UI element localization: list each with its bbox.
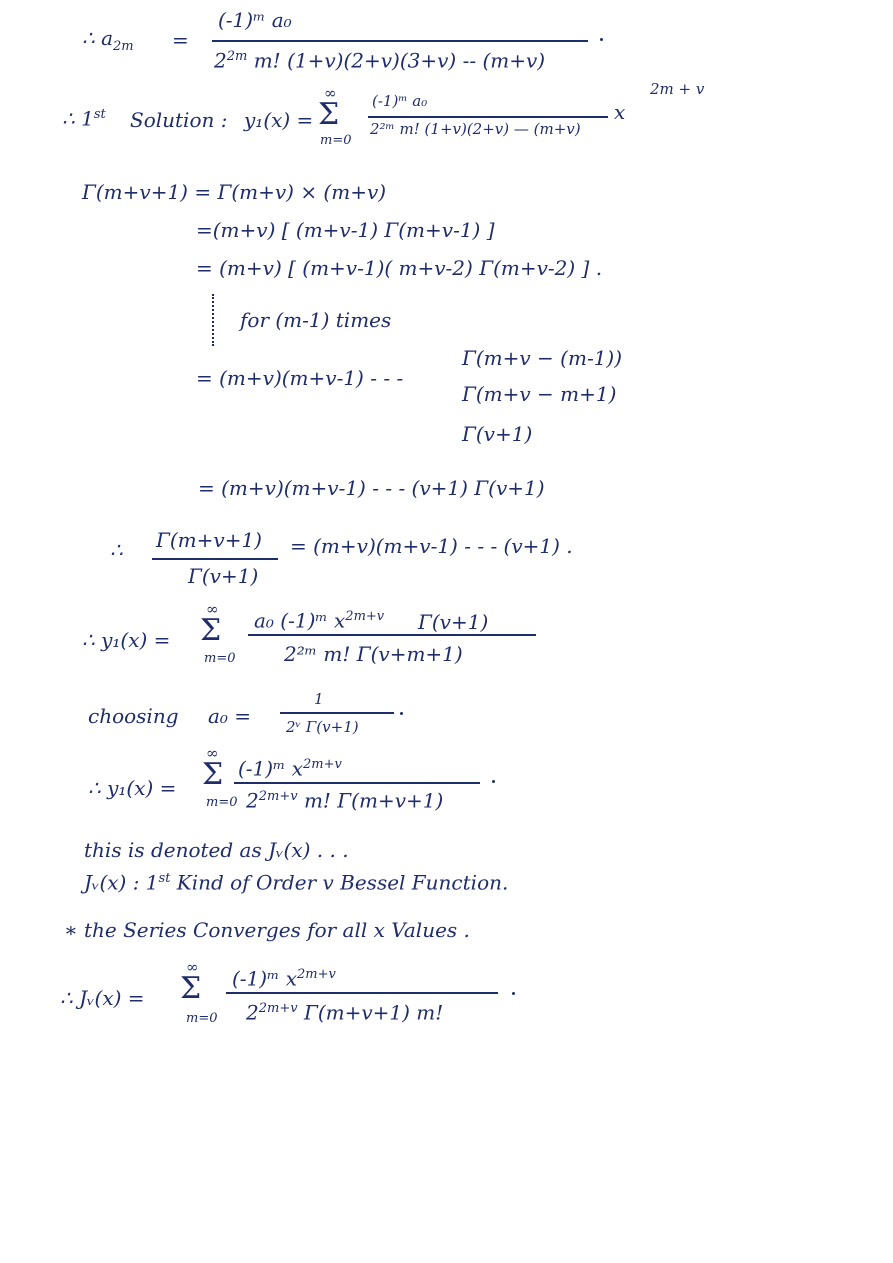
series1-denominator: 2²ᵐ m! Γ(v+m+1): [284, 642, 463, 666]
ratio-rhs: = (m+v)(m+v-1) - - - (v+1) .: [290, 534, 573, 558]
gamma-line-4-right: Γ(m+v − (m-1)): [462, 346, 623, 370]
final-lhs: ∴ Jᵥ(x) =: [60, 986, 145, 1010]
final-lower-limit: m=0: [186, 1011, 218, 1026]
gamma-line-2: =(m+v) [ (m+v-1) Γ(m+v-1) ]: [196, 218, 495, 242]
series1-lhs: ∴ y₁(x) =: [82, 628, 171, 652]
ratio-denominator: Γ(v+1): [188, 564, 259, 588]
gamma-line-3: = (m+v) [ (m+v-1)( m+v-2) Γ(m+v-2) ] .: [196, 256, 603, 280]
first-solution-x: x: [614, 100, 626, 124]
a2m-denominator: $2^{2m}$ m! (1+v)(2+v)(3+v) -- (m+v): [214, 48, 546, 73]
gamma-line-4: = (m+v)(m+v-1) - - -: [196, 366, 404, 390]
denoted-note: this is denoted as Jᵥ(x) . . .: [84, 838, 349, 862]
first-solution-prefix: ∴ 1st: [62, 106, 106, 131]
sum-lower-limit: m=0: [320, 133, 352, 148]
sum-upper-limit: ∞: [324, 84, 337, 102]
choosing-label: choosing: [88, 704, 179, 728]
sum-sigma: Σ: [318, 97, 340, 132]
vertical-ellipsis: [212, 294, 214, 346]
choosing-lhs: a₀ =: [208, 704, 252, 728]
final-upper-limit: ∞: [186, 958, 199, 976]
a2m-end-dot: [600, 38, 603, 41]
kind-note: Jᵥ(x) : 1st Kind of Order v Bessel Function.: [84, 870, 509, 895]
choosing-end-dot: [400, 712, 403, 715]
choosing-numerator: 1: [314, 690, 324, 708]
convergence-note: ∗ the Series Converges for all x Values .: [64, 918, 470, 942]
gamma-line-4-result: Γ(v+1): [462, 422, 533, 446]
gamma-line-1: Γ(m+v+1) = Γ(m+v) × (m+v): [82, 180, 387, 204]
series2-end-dot: [492, 780, 495, 783]
choosing-fraction-bar: [280, 712, 394, 714]
series2-numerator: (-1)ᵐ $x^{2m+v}$: [238, 756, 342, 781]
final-end-dot: [512, 992, 515, 995]
series2-denominator: $2^{2m+v}$ m! Γ(m+v+1): [246, 788, 444, 813]
series1-upper-limit: ∞: [206, 600, 219, 618]
a2m-equals: =: [172, 28, 189, 52]
final-fraction-bar: [226, 992, 498, 994]
series2-upper-limit: ∞: [206, 744, 219, 762]
ratio-therefore: ∴: [110, 538, 123, 562]
ratio-fraction-bar: [152, 558, 278, 560]
series2-lhs: ∴ y₁(x) =: [88, 776, 177, 800]
a2m-lhs: ∴ $a_{2m}$: [82, 26, 134, 54]
a2m-numerator: (-1)ᵐ a₀: [218, 8, 292, 32]
first-solution-x-exponent: 2m + v: [650, 80, 705, 98]
series1-sigma: Σ: [200, 613, 222, 648]
series2-fraction-bar: [234, 782, 480, 784]
choosing-denominator: 2ᵛ Γ(v+1): [286, 718, 359, 736]
series1-fraction-bar: [248, 634, 536, 636]
ratio-numerator: Γ(m+v+1): [156, 528, 262, 552]
final-numerator: (-1)ᵐ $x^{2m+v}$: [232, 966, 336, 991]
series1-numerator-gamma: Γ(v+1): [418, 610, 489, 634]
first-solution-fraction-bar: [368, 116, 608, 118]
series2-lower-limit: m=0: [206, 795, 238, 810]
first-solution-denominator: 2²ᵐ m! (1+v)(2+v) — (m+v): [370, 120, 581, 138]
gamma-line-4-simplified: Γ(m+v − m+1): [462, 382, 617, 406]
a2m-fraction-bar: [212, 40, 588, 42]
first-solution-label: Solution :: [130, 108, 228, 132]
final-denominator: $2^{2m+v}$ Γ(m+v+1) m!: [246, 1000, 444, 1025]
first-solution-lhs: y₁(x) =: [244, 108, 314, 132]
gamma-repeat-note: for (m-1) times: [240, 308, 392, 332]
gamma-line-5: = (m+v)(m+v-1) - - - (v+1) Γ(v+1): [198, 476, 545, 500]
series2-sigma: Σ: [202, 757, 224, 792]
final-sigma: Σ: [180, 971, 202, 1006]
first-solution-numerator: (-1)ᵐ a₀: [372, 92, 428, 110]
series1-lower-limit: m=0: [204, 651, 236, 666]
series1-numerator: a₀ (-1)ᵐ $x^{2m+v}$: [254, 608, 385, 633]
